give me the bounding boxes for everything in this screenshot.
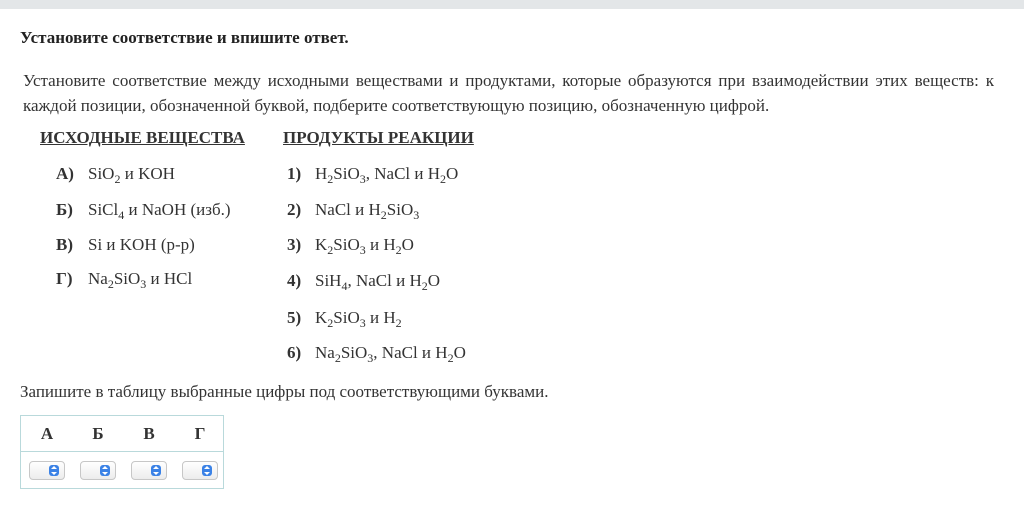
product-formula: SiH$_4$, NaCl и $H_2O$ [315,271,441,293]
product-formula: NaCl и $H_2SiO_3$ [315,200,420,222]
reactant-item [56,235,195,255]
reactant-formula: SiO$_2$ и KOH [88,164,175,186]
answer-select-g[interactable] [182,461,218,480]
answer-table [20,415,224,489]
product-item [287,343,466,365]
product-item [287,235,414,257]
product-item [287,271,441,293]
task-title: Установите соответствие и впишите ответ. [20,28,349,47]
answer-table-header [21,416,223,452]
reactant-formula: Si и KOH (р-р) [88,235,195,254]
reactant-key: Г) [56,269,73,288]
product-formula: $K_2SiO_3$ и $H_2O$ [315,235,414,257]
select-updown-icon [202,465,212,476]
letter-a-header: А [40,424,54,443]
top-bar [0,0,1024,9]
product-key: 4) [287,271,302,290]
reactant-item [56,200,231,222]
product-key: 2) [287,200,302,219]
product-item [287,308,402,330]
select-updown-icon [100,465,110,476]
product-formula: $H_2SiO_3$, NaCl и $H_2O$ [315,164,459,186]
product-formula: $Na_2SiO_3$, NaCl и $H_2O$ [315,343,466,365]
answer-select-a[interactable] [29,461,65,480]
reactant-key: В) [56,235,73,254]
reactant-item [56,164,175,186]
product-key: 1) [287,164,302,183]
products-header: ПРОДУКТЫ РЕАКЦИИ [283,128,474,147]
product-key: 5) [287,308,302,327]
product-item [287,200,420,222]
reactants-header: ИСХОДНЫЕ ВЕЩЕСТВА [40,128,245,147]
letter-v-header: В [143,424,155,443]
answer-instruction: Запишите в таблицу выбранные цифры под соответствующими буквами. [20,382,549,401]
reactant-item [56,269,193,291]
letter-b-header: Б [92,424,104,443]
answer-select-b[interactable] [80,461,116,480]
answer-select-v[interactable] [131,461,167,480]
task-statement: Установите соответствие между исходными веществами и продуктами, которые образуются при взаимодействии этих веществ: к каждой позиции, обозначенной буквой, подберите соответствующую позицию, обозначенную цифрой. [23,71,994,115]
product-key: 3) [287,235,302,254]
product-formula: $K_2SiO_3$ и $H_2$ [315,308,402,330]
reactant-key: Б) [56,200,73,219]
letter-g-header: Г [194,424,206,443]
reactant-formula: $Na_2SiO_3$ и HCl [88,269,193,291]
select-updown-icon [49,465,59,476]
reactant-key: А) [56,164,74,183]
select-updown-icon [151,465,161,476]
product-key: 6) [287,343,302,362]
product-item [287,164,459,186]
reactant-formula: SiCl$_4$ и NaOH (изб.) [88,200,231,222]
